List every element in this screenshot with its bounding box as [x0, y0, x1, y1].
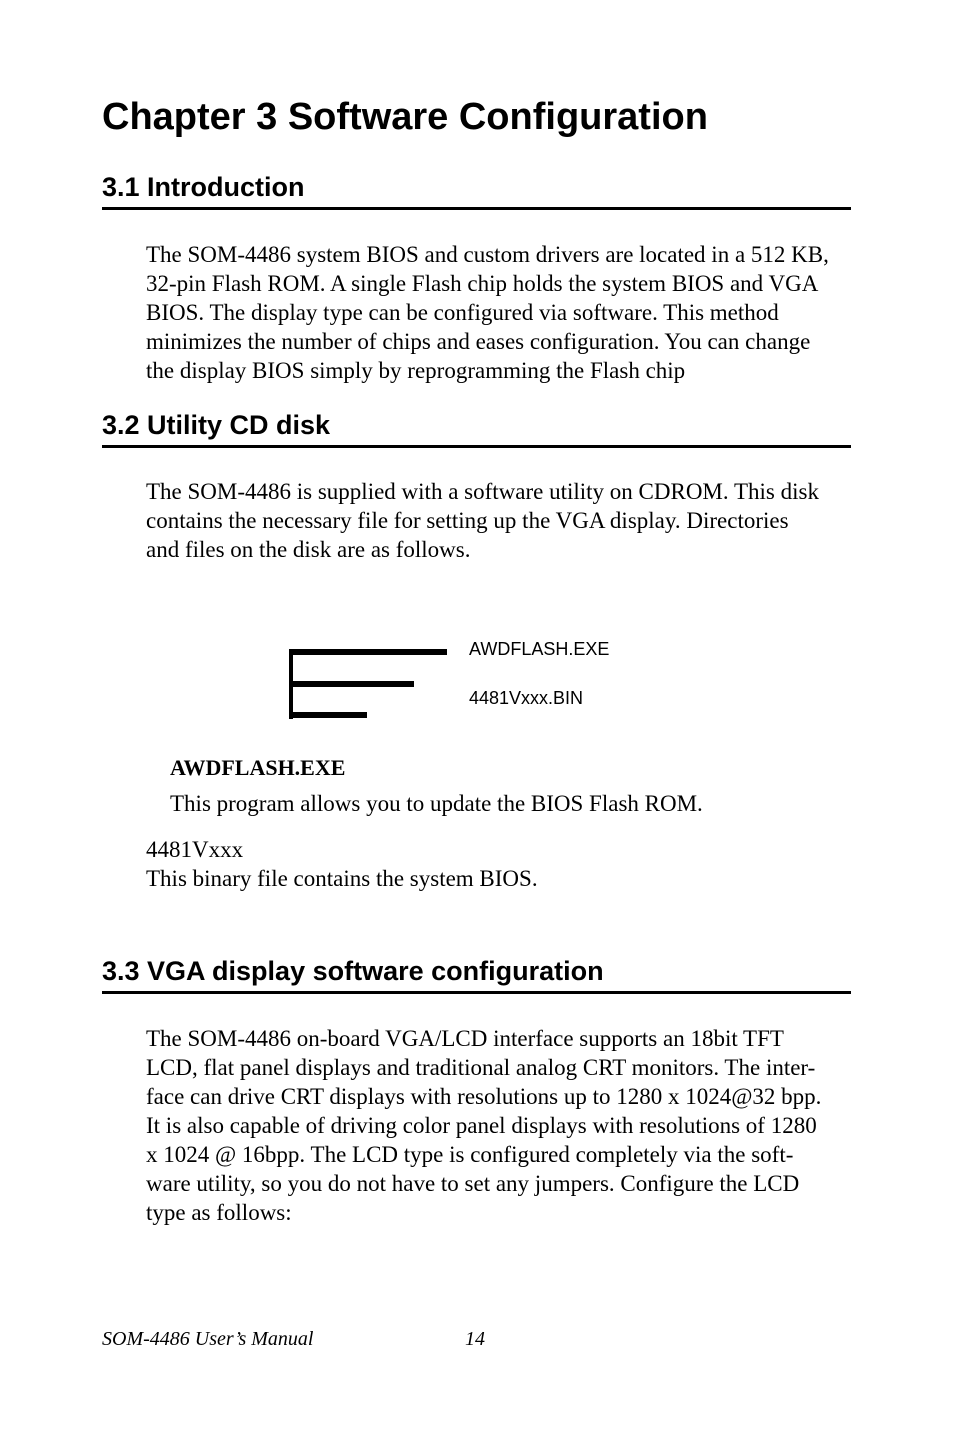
paragraph-line: LCD, flat panel displays and traditional analog CRT monitors. The inter-	[146, 1055, 816, 1080]
chapter-title: Chapter 3 Software Configuration	[102, 96, 708, 138]
paragraph-line: 32-pin Flash ROM. A single Flash chip holds the system BIOS and VGA	[146, 271, 819, 296]
vga-config-paragraph	[146, 1024, 856, 1227]
paragraph-line: BIOS. The display type can be configured via software. This method	[146, 300, 779, 325]
paragraph-line: and files on the disk are as follows.	[146, 537, 471, 562]
paragraph-line: type as follows:	[146, 1200, 292, 1225]
introduction-paragraph	[146, 240, 856, 385]
section-heading-utility-cd: 3.2 Utility CD disk	[102, 410, 851, 448]
tree-file-awdflash: AWDFLASH.EXE	[469, 639, 610, 659]
section-heading-vga-config: 3.3 VGA display software configuration	[102, 956, 851, 994]
utility-cd-paragraph	[146, 477, 856, 564]
bin-title: 4481Vxxx	[146, 837, 244, 862]
paragraph-line: It is also capable of driving color panel displays with resolutions of 1280	[146, 1113, 817, 1138]
paragraph-line: the display BIOS simply by reprogramming the Flash chip	[146, 358, 686, 383]
section-heading-introduction: 3.1 Introduction	[102, 172, 851, 210]
footer-page-number: 14	[465, 1328, 485, 1350]
bin-description: This binary file contains the system BIOS.	[146, 866, 538, 891]
paragraph-line: The SOM-4486 on-board VGA/LCD interface supports an 18bit TFT	[146, 1026, 784, 1051]
paragraph-line: contains the necessary file for setting up the VGA display. Directories	[146, 508, 789, 533]
tree-branch-top	[289, 649, 447, 655]
awdflash-description: This program allows you to update the BIOS Flash ROM.	[170, 791, 703, 816]
paragraph-line: ware utility, so you do not have to set any jumpers. Configure the LCD	[146, 1171, 800, 1196]
tree-branch-bottom	[289, 712, 367, 718]
awdflash-title: AWDFLASH.EXE	[170, 755, 346, 780]
tree-file-bin: 4481Vxxx.BIN	[469, 688, 584, 708]
paragraph-line: face can drive CRT displays with resolutions up to 1280 x 1024@32 bpp.	[146, 1084, 822, 1109]
footer-manual-title: SOM-4486 User’s Manual	[102, 1328, 314, 1350]
paragraph-line: The SOM-4486 is supplied with a software utility on CDROM. This disk	[146, 479, 819, 504]
paragraph-line: minimizes the number of chips and eases configuration. You can change	[146, 329, 811, 354]
paragraph-line: x 1024 @ 16bpp. The LCD type is configured completely via the soft-	[146, 1142, 794, 1167]
tree-branch-middle	[289, 681, 414, 687]
paragraph-line: The SOM-4486 system BIOS and custom drivers are located in a 512 KB,	[146, 242, 829, 267]
